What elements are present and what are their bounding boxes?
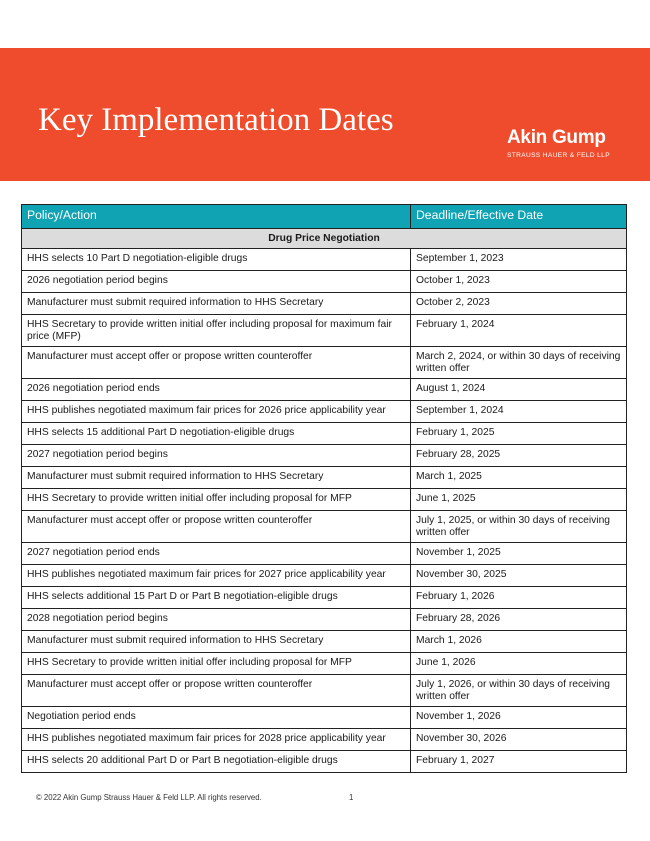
table-row	[22, 511, 627, 543]
deadline-cell: February 28, 2026	[411, 609, 627, 631]
table-row	[22, 609, 627, 631]
policy-action-cell: HHS publishes negotiated maximum fair prices for 2028 price applicability year	[22, 729, 411, 751]
logo-tagline: STRAUSS HAUER & FELD LLP	[507, 152, 610, 159]
policy-action-cell: 2027 negotiation period ends	[22, 543, 411, 565]
policy-action-cell: HHS selects 15 additional Part D negotiation-eligible drugs	[22, 423, 411, 445]
deadline-cell: November 1, 2025	[411, 543, 627, 565]
policy-action-cell: HHS publishes negotiated maximum fair prices for 2026 price applicability year	[22, 401, 411, 423]
table-row	[22, 675, 627, 707]
deadline-cell: February 1, 2027	[411, 751, 627, 773]
header-banner	[0, 48, 650, 181]
deadline-cell: October 1, 2023	[411, 271, 627, 293]
policy-action-cell: HHS Secretary to provide written initial offer including proposal for MFP	[22, 653, 411, 675]
deadline-cell: September 1, 2024	[411, 401, 627, 423]
policy-action-cell: HHS selects 10 Part D negotiation-eligible drugs	[22, 249, 411, 271]
table-row	[22, 565, 627, 587]
deadline-cell: March 1, 2026	[411, 631, 627, 653]
policy-action-cell: 2026 negotiation period begins	[22, 271, 411, 293]
column-header-policy: Policy/Action	[22, 205, 411, 229]
policy-action-cell: Manufacturer must accept offer or propose written counteroffer	[22, 347, 411, 379]
page-number: 1	[349, 793, 354, 802]
policy-action-cell: HHS Secretary to provide written initial offer including proposal for MFP	[22, 489, 411, 511]
policy-action-cell: Manufacturer must submit required information to HHS Secretary	[22, 467, 411, 489]
deadline-cell: February 1, 2024	[411, 315, 627, 347]
deadline-cell: June 1, 2026	[411, 653, 627, 675]
deadline-cell: February 1, 2025	[411, 423, 627, 445]
policy-action-cell: Manufacturer must submit required information to HHS Secretary	[22, 631, 411, 653]
table-row	[22, 315, 627, 347]
logo-wordmark: Akin Gump	[507, 127, 606, 148]
deadline-cell: February 28, 2025	[411, 445, 627, 467]
policy-action-cell: 2028 negotiation period begins	[22, 609, 411, 631]
policy-action-cell: HHS selects additional 15 Part D or Part B negotiation-eligible drugs	[22, 587, 411, 609]
deadline-cell: February 1, 2026	[411, 587, 627, 609]
table-row	[22, 587, 627, 609]
policy-action-cell: Manufacturer must accept offer or propose written counteroffer	[22, 675, 411, 707]
deadline-cell: July 1, 2025, or within 30 days of receiving written offer	[411, 511, 627, 543]
table-row	[22, 445, 627, 467]
table-row	[22, 489, 627, 511]
policy-action-cell: HHS selects 20 additional Part D or Part B negotiation-eligible drugs	[22, 751, 411, 773]
table-row	[22, 729, 627, 751]
table-row	[22, 751, 627, 773]
copyright-footer: © 2022 Akin Gump Strauss Hauer & Feld LLP. All rights reserved.	[36, 793, 262, 802]
table-row	[22, 249, 627, 271]
deadline-cell: September 1, 2023	[411, 249, 627, 271]
policy-action-cell: 2027 negotiation period begins	[22, 445, 411, 467]
deadline-cell: July 1, 2026, or within 30 days of receiving written offer	[411, 675, 627, 707]
table-row	[22, 543, 627, 565]
table-row	[22, 379, 627, 401]
deadline-cell: March 1, 2025	[411, 467, 627, 489]
policy-action-cell: Manufacturer must accept offer or propose written counteroffer	[22, 511, 411, 543]
policy-action-cell: HHS publishes negotiated maximum fair prices for 2027 price applicability year	[22, 565, 411, 587]
table-row	[22, 631, 627, 653]
implementation-dates-table	[21, 204, 627, 773]
deadline-cell: March 2, 2024, or within 30 days of receiving written offer	[411, 347, 627, 379]
policy-action-cell: 2026 negotiation period ends	[22, 379, 411, 401]
deadline-cell: November 30, 2025	[411, 565, 627, 587]
table-row	[22, 401, 627, 423]
table-row	[22, 347, 627, 379]
table-row	[22, 423, 627, 445]
policy-action-cell: Manufacturer must submit required information to HHS Secretary	[22, 293, 411, 315]
deadline-cell: August 1, 2024	[411, 379, 627, 401]
section-title: Drug Price Negotiation	[22, 229, 627, 249]
deadline-cell: October 2, 2023	[411, 293, 627, 315]
page-title: Key Implementation Dates	[38, 102, 394, 138]
table-row	[22, 707, 627, 729]
deadline-cell: November 1, 2026	[411, 707, 627, 729]
column-header-deadline: Deadline/Effective Date	[411, 205, 627, 229]
table-row	[22, 271, 627, 293]
table-row	[22, 653, 627, 675]
policy-action-cell: Negotiation period ends	[22, 707, 411, 729]
table-header-row	[22, 205, 627, 229]
section-row	[22, 229, 627, 249]
deadline-cell: June 1, 2025	[411, 489, 627, 511]
deadline-cell: November 30, 2026	[411, 729, 627, 751]
table-row	[22, 293, 627, 315]
table-row	[22, 467, 627, 489]
policy-action-cell: HHS Secretary to provide written initial offer including proposal for maximum fair price (MFP)	[22, 315, 411, 347]
akin-gump-logo	[507, 128, 610, 159]
